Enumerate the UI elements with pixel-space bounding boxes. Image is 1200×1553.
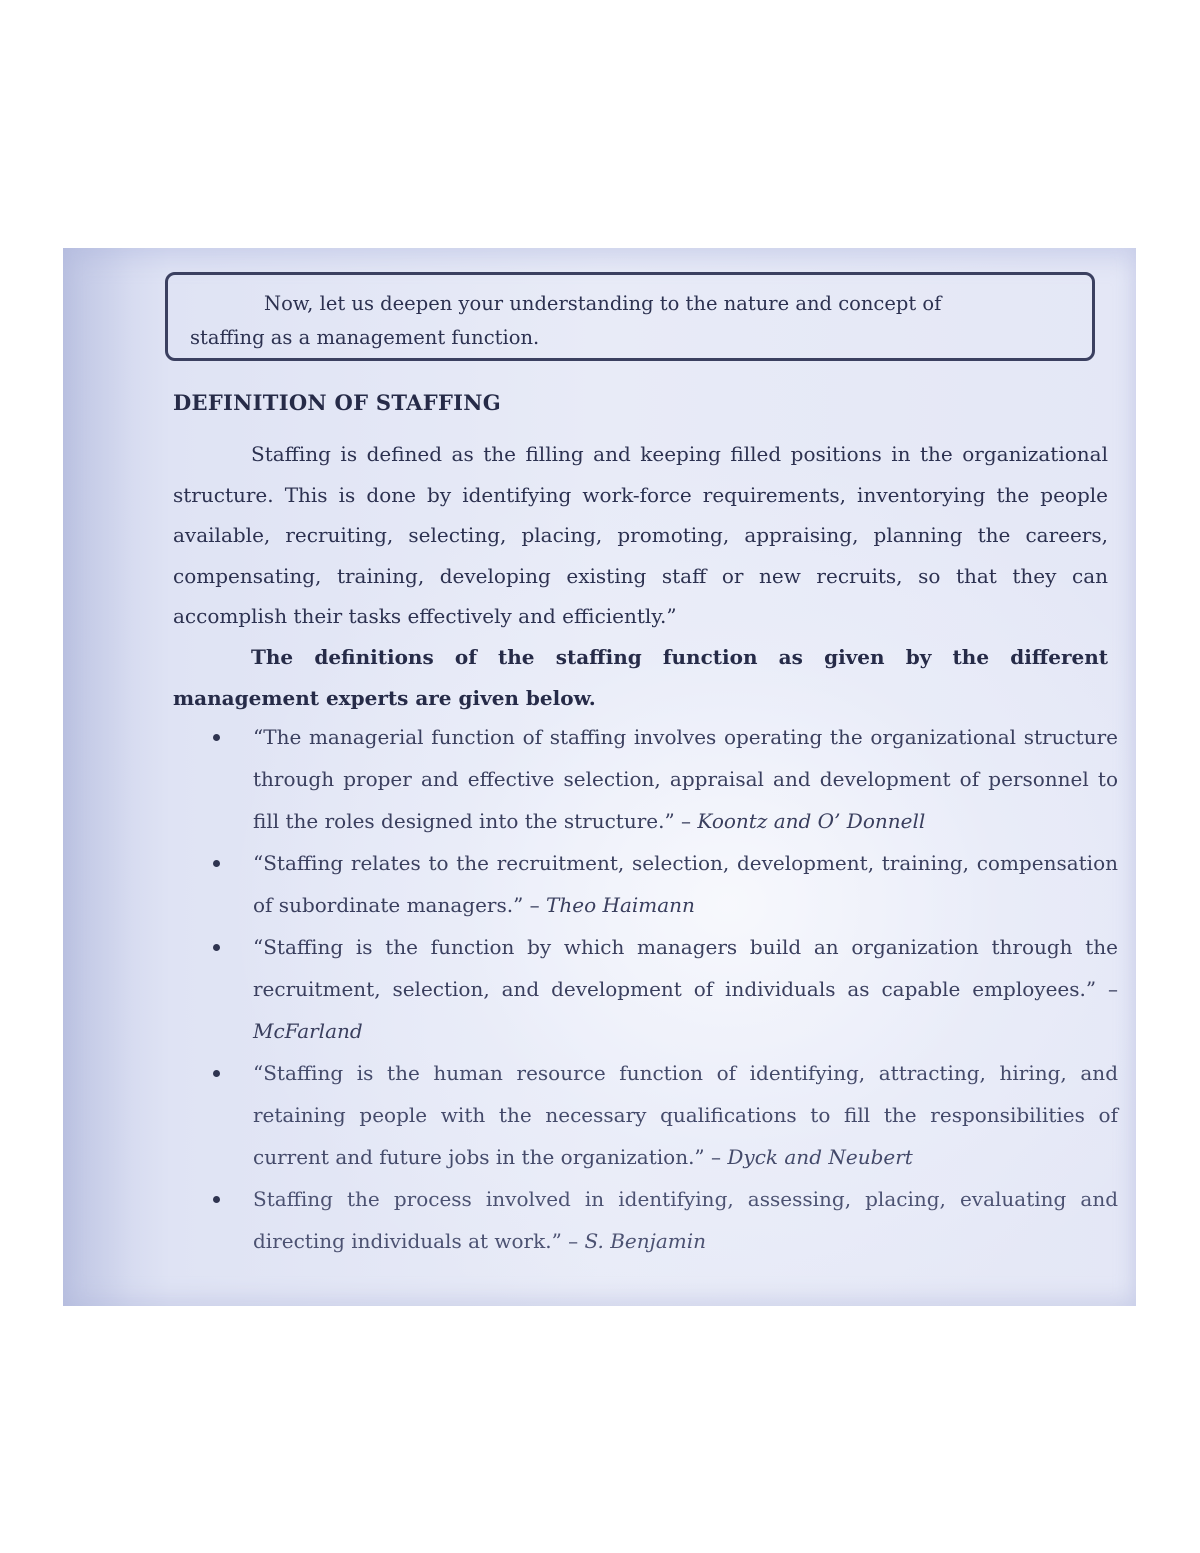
quote-author: S. Benjamin	[584, 1229, 707, 1253]
bullet-icon	[213, 734, 220, 741]
quote-author: Koontz and O’ Donnell	[697, 809, 926, 833]
section-heading: DEFINITION OF STAFFING	[173, 390, 502, 415]
intro-callout-box	[165, 272, 1095, 361]
quote-text: “The managerial function of staffing involves operating the organizational structure through proper and effective selection, appraisal and development of personnel to fill the roles designed into the structure.” –	[253, 725, 1118, 833]
experts-intro-text: The definitions of the staffing function as given by the different management experts are given below.	[173, 645, 1108, 710]
quote-author: Theo Haimann	[546, 893, 695, 917]
bullet-icon	[213, 1196, 220, 1203]
list-item	[213, 1052, 1118, 1178]
bullet-icon	[213, 1070, 220, 1077]
quote-text: “Staffing relates to the recruitment, selection, development, training, compensation of subordinate managers.” –	[253, 851, 1118, 917]
expert-definitions-list	[213, 716, 1118, 1262]
quote-text: “Staffing is the human resource function of identifying, attracting, hiring, and retaining people with the necessary qualifications to fill the responsibilities of current and future jobs in the organization.” –	[253, 1061, 1118, 1169]
list-item	[213, 926, 1118, 1052]
list-item	[213, 1178, 1118, 1262]
quote-author: McFarland	[253, 1019, 363, 1043]
intro-line-1: Now, let us deepen your understanding to the nature and concept of	[264, 292, 942, 315]
experts-intro-paragraph	[173, 637, 1108, 718]
quote-author: Dyck and Neubert	[727, 1145, 913, 1169]
quote-text: “Staffing is the function by which managers build an organization through the recruitment, selection, and development of individuals as capable employees.” –	[253, 935, 1118, 1001]
bullet-icon	[213, 944, 220, 951]
definition-text: Staffing is defined as the filling and keeping filled positions in the organizational structure. This is done by identifying work-force requirements, inventorying the people available, recruiting, selecting, placing, promoting, appraising, planning the careers, compensating, training, developing existing staff or new recruits, so that they can accomplish their tasks effectively and efficiently.”	[173, 442, 1108, 628]
intro-line-2: staffing as a management function.	[190, 326, 540, 349]
list-item	[213, 716, 1118, 842]
quote-text: Staffing the process involved in identifying, assessing, placing, evaluating and directing individuals at work.” –	[253, 1187, 1118, 1253]
document-photo	[63, 248, 1136, 1306]
definition-paragraph	[173, 434, 1108, 637]
bullet-icon	[213, 860, 220, 867]
list-item	[213, 842, 1118, 926]
